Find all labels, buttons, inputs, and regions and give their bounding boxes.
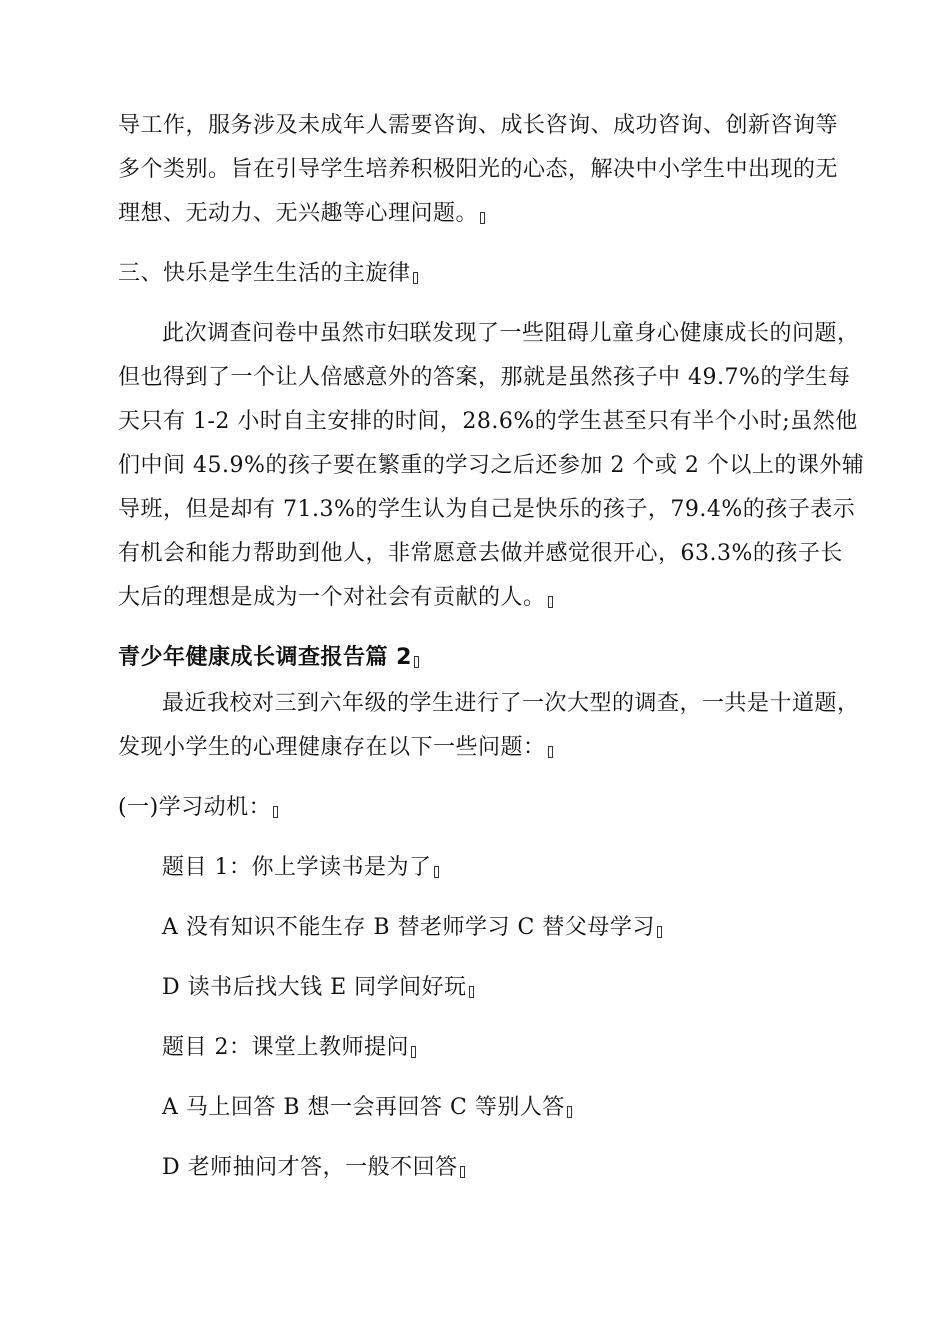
subheading: (一)学习动机：	[118, 792, 278, 824]
paragraph-mark-icon	[411, 1046, 416, 1058]
paragraph-line: 此次调查问卷中虽然市妇联发现了一些阻碍儿童身心健康成长的问题，	[162, 321, 860, 346]
paragraph-line: 发现小学生的心理健康存在以下一些问题：	[118, 732, 553, 764]
paragraph-mark-icon	[469, 986, 474, 998]
paragraph-mark-icon	[273, 806, 278, 818]
paragraph-line: 理想、无动力、无兴趣等心理问题。	[118, 198, 485, 230]
options-line: A 马上回答 B 想一会再回答 C 等别人答	[162, 1092, 572, 1124]
paragraph-line: 导工作，服务涉及未成年人需要咨询、成长咨询、成功咨询、创新咨询等	[118, 113, 839, 138]
paragraph-mark-icon	[414, 656, 419, 668]
paragraph-mark-icon	[460, 1166, 465, 1178]
paragraph-line: 导班，但是却有 71.3%的学生认为自己是快乐的孩子，79.4%的孩子表示	[118, 497, 856, 522]
options-line: D 老师抽问才答，一般不回答	[162, 1152, 465, 1184]
options-line: A 没有知识不能生存 B 替老师学习 C 替父母学习	[162, 912, 662, 944]
paragraph-mark-icon	[413, 272, 418, 284]
paragraph-line: 大后的理想是成为一个对社会有贡献的人。	[118, 582, 553, 614]
paragraph-line: 多个类别。旨在引导学生培养积极阳光的心态，解决中小学生中出现的无	[118, 157, 839, 182]
paragraph-mark-icon	[567, 1106, 572, 1118]
paragraph-line: 最近我校对三到六年级的学生进行了一次大型的调查，一共是十道题，	[162, 691, 860, 716]
section-title: 青少年健康成长调查报告篇 2	[118, 642, 419, 674]
paragraph-line: 但也得到了一个让人倍感意外的答案，那就是虽然孩子中 49.7%的学生每	[118, 365, 851, 390]
paragraph-mark-icon	[548, 746, 553, 758]
paragraph-mark-icon	[657, 926, 662, 938]
paragraph-mark-icon	[548, 596, 553, 608]
section-heading: 三、快乐是学生生活的主旋律	[118, 258, 418, 290]
question-line: 题目 1：你上学读书是为了	[162, 852, 439, 884]
paragraph-mark-icon	[434, 866, 439, 878]
paragraph-mark-icon	[480, 212, 485, 224]
question-line: 题目 2：课堂上教师提问	[162, 1032, 416, 1064]
paragraph-line: 们中间 45.9%的孩子要在繁重的学习之后还参加 2 个或 2 个以上的课外辅	[118, 453, 865, 478]
paragraph-line: 天只有 1-2 小时自主安排的时间，28.6%的学生甚至只有半个小时;虽然他	[118, 409, 858, 434]
options-line: D 读书后找大钱 E 同学间好玩	[162, 972, 474, 1004]
paragraph-line: 有机会和能力帮助到他人，非常愿意去做并感觉很开心，63.3%的孩子长	[118, 541, 843, 566]
